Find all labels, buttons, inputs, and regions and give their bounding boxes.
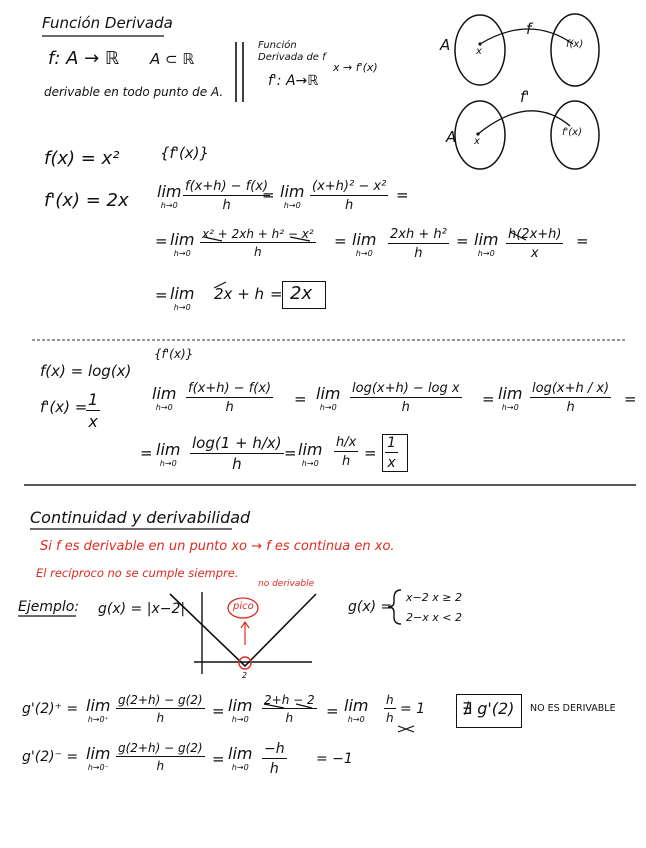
ex2-lim-2: lim h→0 — [316, 384, 341, 412]
r2-frac-2: $\frac{-h}{h}$ — [264, 741, 285, 777]
eq: = — [364, 444, 377, 462]
diagram-fx: f(x) — [566, 39, 584, 50]
ex2-frac-4: $\frac{\log(1 + h/x)}{h}$ — [192, 434, 282, 473]
derivable-note: derivable en todo punto de A. — [44, 85, 224, 99]
example-label: Ejemplo: — [18, 599, 80, 615]
r1-frac-1: $\frac{g(2+h) - g(2)}{h}$ — [118, 693, 203, 725]
theorem-statement: Si f es derivable en un punto xo → f es continua en xo. — [40, 539, 395, 554]
ex2-derivative-frac: $\frac{1}{x}$ — [88, 390, 99, 431]
eq: = — [456, 232, 469, 250]
ex1-lim-2: lim h→0 — [280, 182, 305, 210]
eq: = — [212, 750, 225, 768]
eq: = — [576, 232, 589, 250]
eq: = — [624, 390, 637, 408]
ex1-lim-6: lim h→0 — [170, 284, 195, 312]
piece-1: x−2 x ≥ 2 — [406, 591, 462, 604]
diagram-fprime-label: f' — [520, 88, 530, 106]
ex1-lim-1: lim h→0 — [157, 182, 182, 210]
domain-subset: A ⊂ ℝ — [150, 50, 195, 68]
function-domain: f: A → ℝ — [48, 48, 120, 69]
diagram-set-a-1: A — [440, 36, 451, 54]
r2-result: = −1 — [316, 751, 353, 767]
ex2-lim-1: lim h→0 — [152, 384, 177, 412]
right-derivative-lhs: g'(2)⁺ = — [22, 701, 79, 717]
r2-lim-2: lim h→0 — [228, 744, 253, 772]
ex2-set: {f'(x)} — [154, 347, 194, 361]
ex1-derivative: f'(x) = 2x — [44, 190, 129, 211]
derivative-rule: x → f'(x) — [333, 61, 378, 74]
ex2-result: $\frac{1}{x}$ — [387, 435, 396, 471]
ex1-frac-2: $\frac{\text{(x+h)² − x²}}{h}$ — [312, 179, 387, 213]
converse-note: El recíproco no se cumple siempre. — [36, 566, 239, 580]
r2-lim-1: lim h→0⁻ — [86, 744, 111, 772]
abs-function: g(x) = |x−2| — [98, 601, 186, 617]
eq: = — [212, 702, 225, 720]
r1-frac-2: $\frac{2+h - 2}{h}$ — [264, 693, 315, 725]
eq: = — [270, 285, 283, 303]
ex2-frac-5: $\frac{h/x}{h}$ — [336, 435, 357, 469]
left-derivative-lhs: g'(2)⁻ = — [22, 749, 79, 765]
r1-lim-2: lim h→0 — [228, 696, 253, 724]
ex1-function: f(x) = x² — [44, 148, 120, 169]
ex1-result: 2x — [290, 283, 313, 304]
no-derivable-note: no derivable — [258, 579, 315, 589]
r2-frac-1: $\frac{g(2+h) - g(2)}{h}$ — [118, 741, 203, 773]
derivative-box-title: Función Derivada de f — [258, 40, 326, 63]
eq: = — [482, 390, 495, 408]
diagram-x-2: x — [474, 136, 480, 147]
ex2-lim-3: lim h→0 — [498, 384, 523, 412]
ex2-frac-2: $\frac{\text{log(x+h) − log x}}{h}$ — [352, 381, 460, 415]
eq: = — [284, 444, 297, 462]
ex2-lim-5: lim h→0 — [298, 440, 323, 468]
diagram-set-a-2: A — [446, 128, 457, 146]
set-a-oval-2 — [455, 101, 505, 169]
eq: = — [262, 186, 275, 204]
section2-title: Continuidad y derivabilidad — [30, 508, 251, 527]
r1-result: = 1 — [400, 701, 426, 717]
eq: = — [155, 286, 168, 304]
ex2-function: f(x) = log(x) — [40, 362, 132, 380]
ex1-set: {f'(x)} — [160, 144, 210, 162]
eq: = — [326, 702, 339, 720]
r1-frac-3: $\frac{h}{h}$ — [386, 693, 394, 725]
ex1-lim-3: lim h→0 — [170, 230, 195, 258]
diagram-x-1: x — [476, 46, 482, 57]
ex2-frac-1: $\frac{f(x+h) - f(x)}{h}$ — [188, 381, 272, 415]
ex2-frac-3: $\frac{\log(x+h / x)}{h}$ — [532, 381, 610, 415]
pico-label: pico — [233, 601, 254, 612]
ex1-frac-3: $\frac{\text{x² + 2xh + h² − x²}}{h}$ — [202, 227, 314, 259]
ex1-lim-4: lim h→0 — [352, 230, 377, 258]
eq: = — [155, 232, 168, 250]
set-b-oval-1 — [551, 14, 599, 86]
ex2-lim-4: lim h→0 — [156, 440, 181, 468]
eq: = — [140, 444, 153, 462]
diagram-f-label: f — [526, 20, 532, 38]
diagram-fpx: f'(x) — [562, 127, 582, 138]
graph-tick-2: 2 — [242, 671, 248, 680]
eq: = — [396, 186, 409, 204]
ex1-frac-5: $\frac{h(2x+h)}{x}$ — [508, 227, 562, 261]
piecewise-lhs: g(x) = — [348, 599, 393, 615]
derivative-map: f': A→ℝ — [268, 73, 319, 89]
r1-lim-1: lim h→0⁺ — [86, 696, 111, 724]
eq: = — [334, 232, 347, 250]
ex1-frac-1: $\frac{f(x+h) - f(x)}{h}$ — [185, 179, 269, 213]
piece-2: 2−x x < 2 — [406, 611, 462, 624]
r1-lim-3: lim h→0 — [344, 696, 369, 724]
eq: = — [294, 390, 307, 408]
not-derivable: NO ES DERIVABLE — [530, 703, 616, 714]
ex1-row3-expr: 2x + h — [214, 285, 265, 303]
ex1-lim-5: lim h→0 — [474, 230, 499, 258]
section-title: Función Derivada — [42, 14, 173, 32]
not-exists: ∄ g'(2) — [462, 699, 515, 718]
ex2-derivative-label: f'(x) = — [40, 398, 88, 416]
ex1-frac-4: $\frac{\text{2xh + h²}}{h}$ — [390, 227, 447, 261]
